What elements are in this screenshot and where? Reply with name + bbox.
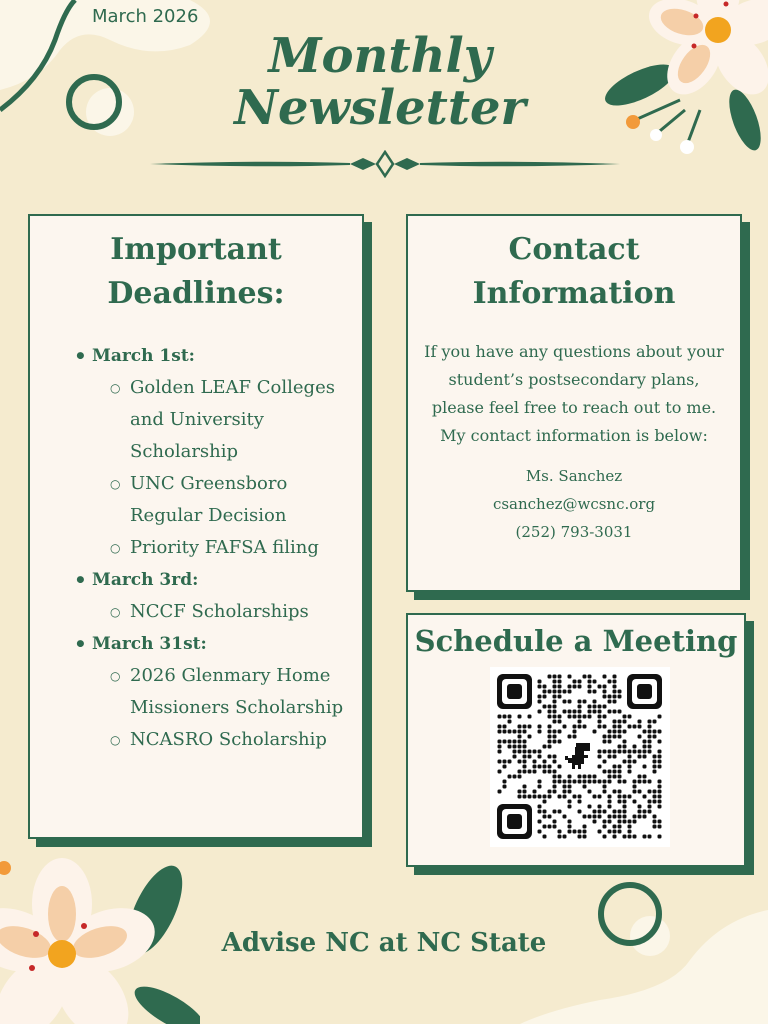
contact-card: [406, 214, 742, 592]
deadline-item: ○ 2026 Glenmary Home Missioners Scholarship: [130, 660, 362, 724]
contact-details: [422, 462, 726, 546]
title-line-1: Monthly: [268, 28, 492, 84]
deadlines-heading-line-2: Deadlines:: [107, 276, 285, 311]
deadline-group: [92, 628, 362, 756]
deadline-item: ○ UNC Greensboro Regular Decision: [130, 468, 362, 532]
top-right-flower-icon: [590, 0, 768, 160]
contact-heading: [408, 228, 740, 316]
contact-email[interactable]: csanchez@wcsnc.org: [492, 495, 656, 513]
deadline-item: ○ Priority FAFSA filing: [130, 532, 362, 564]
newsletter-date: March 2026: [92, 6, 199, 27]
deadline-date: March 31st:: [92, 634, 207, 654]
ornamental-divider: [150, 150, 620, 178]
deadline-items: [92, 596, 362, 628]
deadline-group: [92, 564, 362, 628]
deadline-item: ○ NCASRO Scholarship: [130, 724, 362, 756]
contact-heading-line-1: Contact: [508, 232, 640, 267]
deadline-list: [30, 340, 362, 756]
contact-name: Ms. Sanchez: [525, 467, 623, 485]
deadline-group: [92, 340, 362, 564]
deadline-date: March 3rd:: [92, 570, 199, 590]
meeting-card: [406, 613, 746, 867]
deadline-date: March 1st:: [92, 346, 195, 366]
deadline-items: [92, 660, 362, 756]
qr-code-icon[interactable]: [490, 667, 670, 847]
contact-phone[interactable]: (252) 793-3031: [515, 523, 633, 541]
title-line-2: Newsletter: [234, 80, 526, 136]
footer-text: Advise NC at NC State: [221, 928, 547, 958]
deadline-item: ○ NCCF Scholarships: [130, 596, 362, 628]
deadline-items: [92, 372, 362, 564]
deadlines-heading-line-1: Important: [110, 232, 282, 267]
contact-message: If you have any questions about your student’s postsecondary plans, please feel free to reach out to me. My contact information is below:: [424, 342, 724, 445]
meeting-heading: Schedule a Meeting: [414, 624, 738, 658]
contact-heading-line-2: Information: [472, 276, 676, 311]
deadline-item: ○ Golden LEAF Colleges and University Scholarship: [130, 372, 362, 468]
deadlines-card: [28, 214, 364, 839]
deadlines-heading: [30, 228, 362, 316]
page-title: [190, 30, 570, 134]
